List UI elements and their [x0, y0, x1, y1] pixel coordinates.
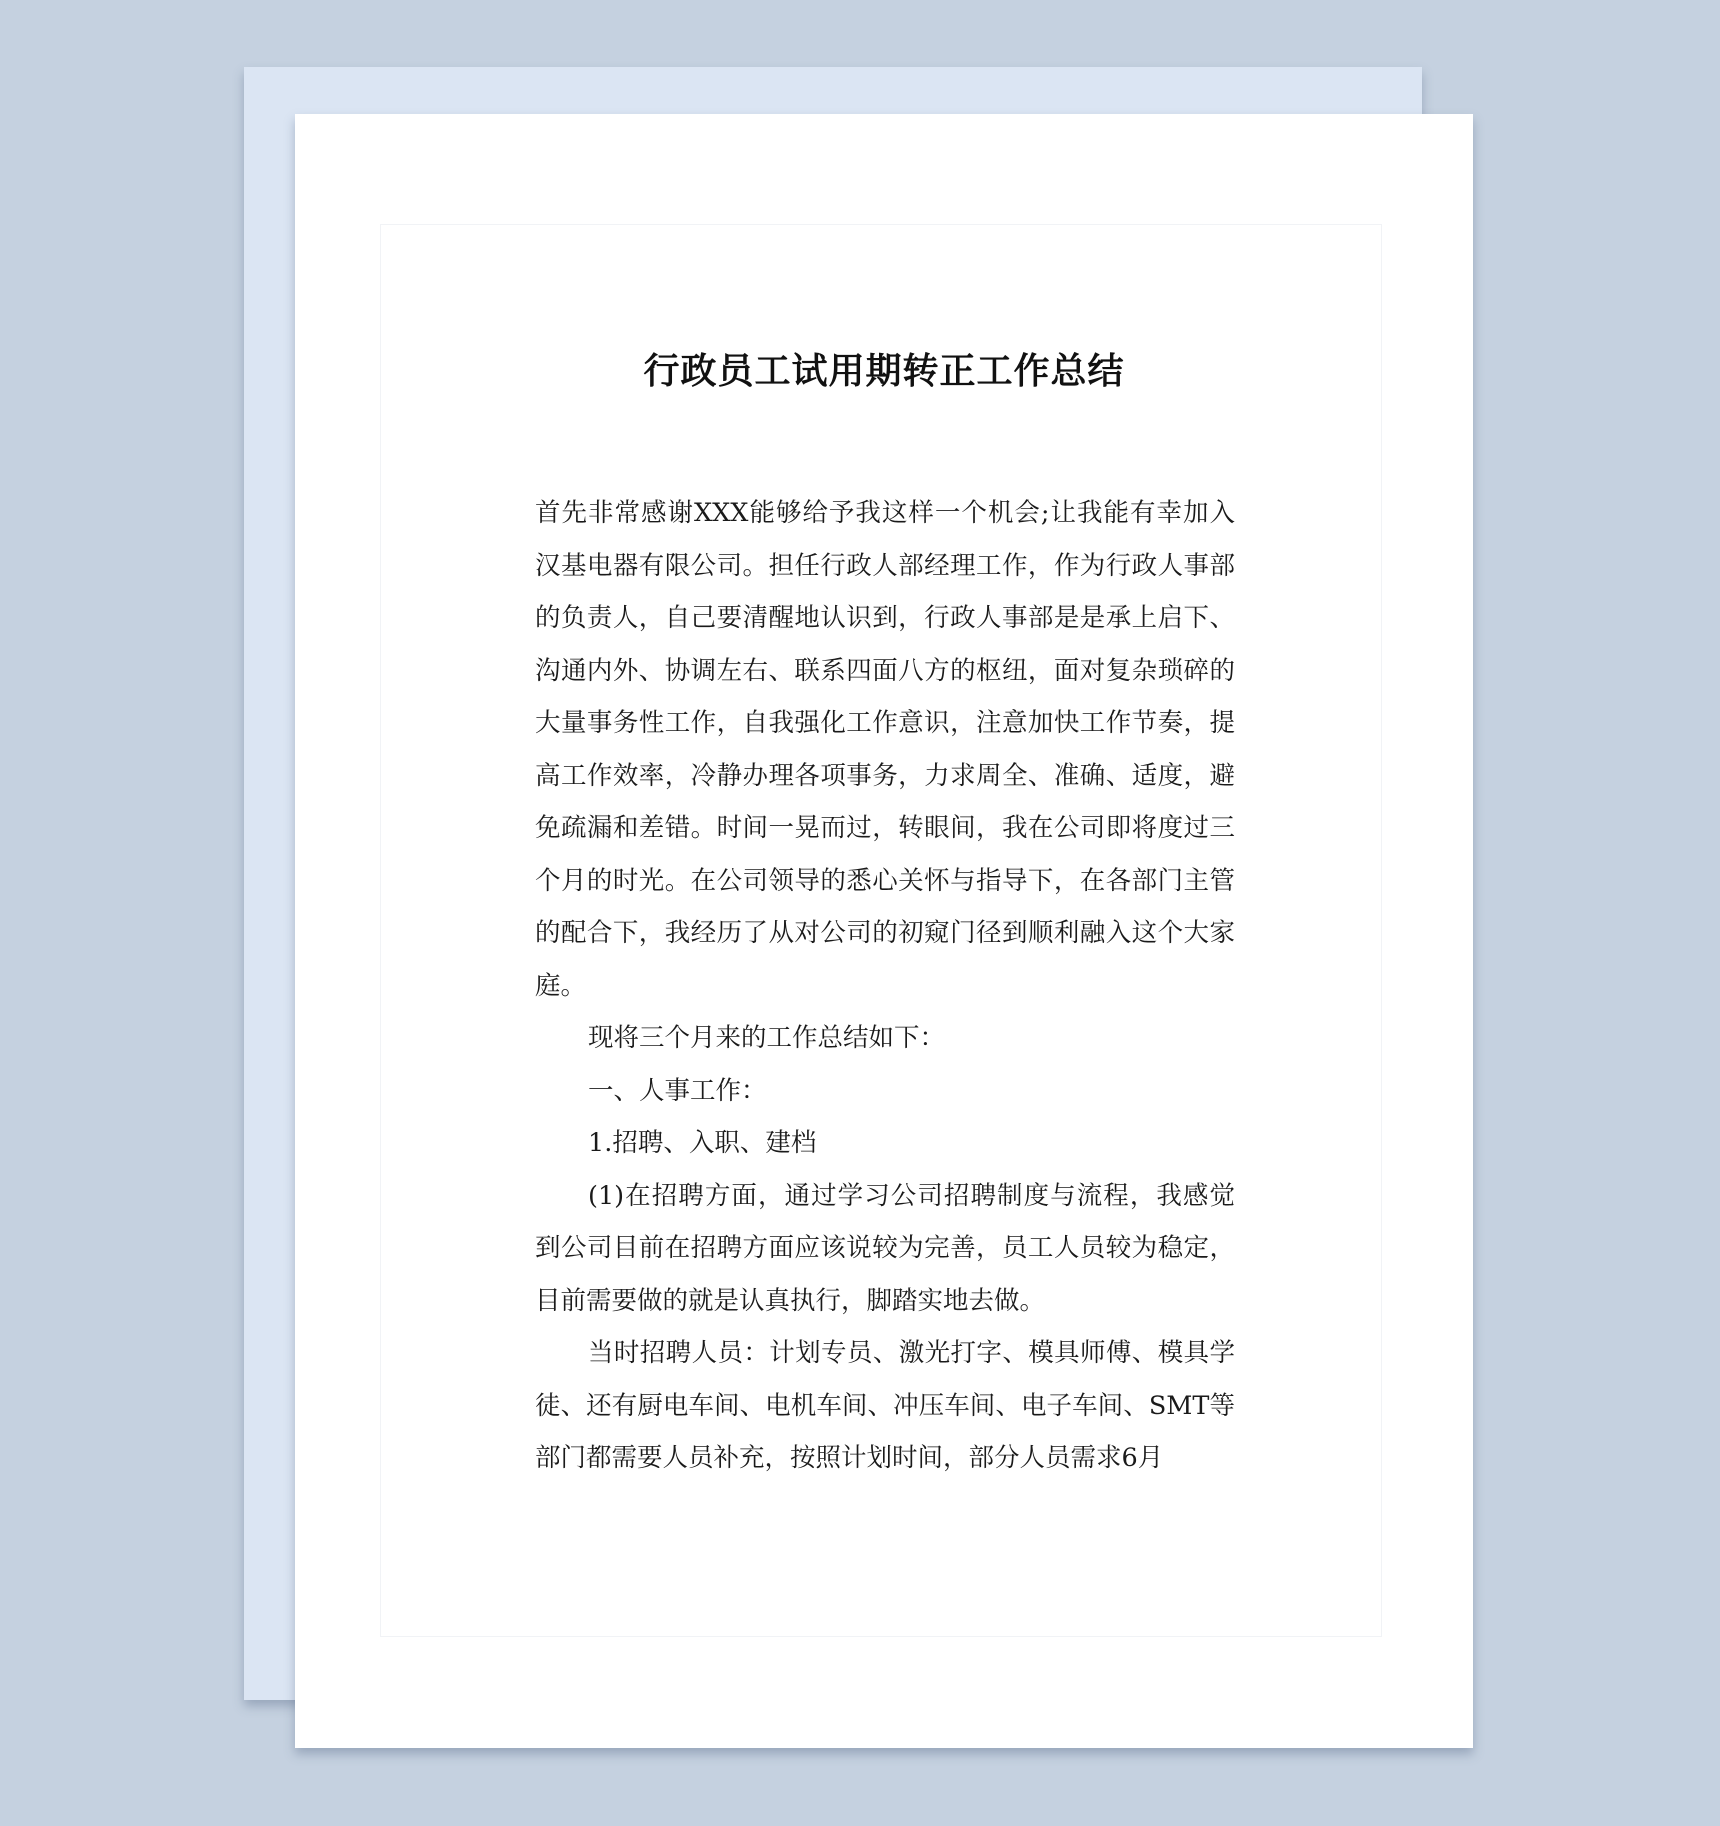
paragraph-recruitment: (1)在招聘方面，通过学习公司招聘制度与流程，我感觉到公司目前在招聘方面应该说较为完善，员工人员较为稳定，目前需要做的就是认真执行，脚踏实地去做。: [535, 1180, 1235, 1316]
paragraph-summary-lead: 现将三个月来的工作总结如下：: [588, 1023, 946, 1053]
document-page: [295, 114, 1473, 1748]
subsection-heading-recruitment: 1.招聘、入职、建档: [588, 1128, 817, 1158]
document-title: 行政员工试用期转正工作总结: [643, 351, 1125, 392]
document-body: [535, 487, 1235, 1485]
section-heading-personnel: 一、人事工作：: [588, 1075, 767, 1106]
paragraph-recruited-staff: 当时招聘人员：计划专员、激光打字、模具师傅、模具学徒、还有厨电车间、电机车间、冲压车间、电子车间、SMT等部门都需要人员补充，按照计划时间，部分人员需求6月: [535, 1338, 1235, 1473]
paragraph-intro: 首先非常感谢XXX能够给予我这样一个机会;让我能有幸加入汉基电器有限公司。担任行政人部经理工作，作为行政人事部的负责人，自己要清醒地认识到，行政人事部是是承上启下、沟通内外、协调左右、联系四面八方的枢纽，面对复杂琐碎的大量事务性工作，自我强化工作意识，注意加快工作节奏，提高工作效率，冷静办理各项事务，力求周全、准确、适度，避免疏漏和差错。时间一晃而过，转眼间，我在公司即将度过三个月的时光。在公司领导的悉心关怀与指导下，在各部门主管的配合下，我经历了从对公司的初窥门径到顺利融入这个大家庭。: [535, 498, 1235, 1001]
